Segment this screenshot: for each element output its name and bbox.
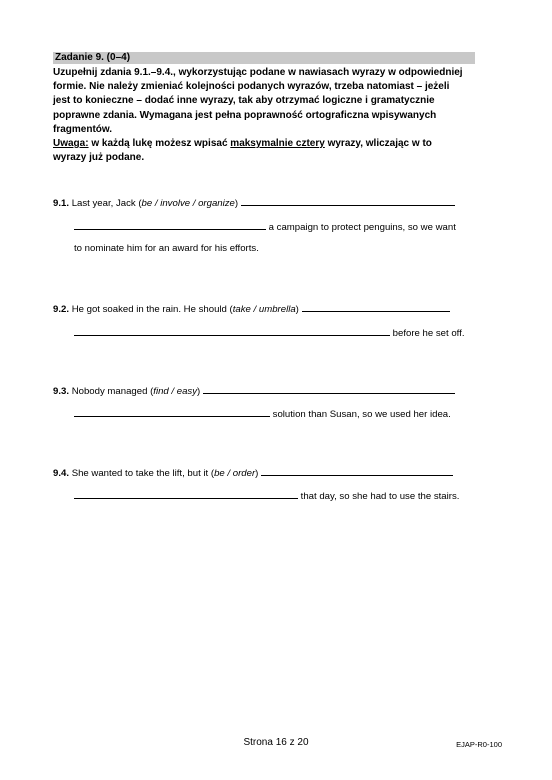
exercise-hint: be / order [214, 468, 256, 479]
page-number: Strona 16 z 20 [243, 737, 309, 748]
answer-blank[interactable] [74, 326, 390, 336]
exercise-number: 9.1. [53, 198, 70, 209]
answer-blank[interactable] [241, 196, 455, 206]
exercise-hint: be / involve / organize [141, 198, 235, 209]
answer-blank[interactable] [203, 384, 455, 394]
note-text: wyrazy, wliczając w to [324, 138, 432, 150]
instruction-line: poprawne zdania. Wymagana jest pełna poprawność ortograficzna wpisywanych [53, 109, 437, 121]
note-label: Uwaga: [53, 138, 89, 150]
exercise-number: 9.3. [53, 386, 70, 397]
exercise-9-3-line-1: 9.3. Nobody managed (find / easy) [53, 384, 455, 398]
answer-blank[interactable] [74, 220, 266, 230]
exercise-hint: find / easy [153, 386, 198, 397]
exercise-9-1-line-2: a campaign to protect penguins, so we want [74, 220, 456, 234]
note-line-2: wyrazy już podane. [53, 152, 145, 164]
instruction-line: jest to konieczne – dodać inne wyrazy, tak aby otrzymać logiczne i gramatycznie [53, 95, 435, 107]
exercise-9-1-line-3: to nominate him for an award for his efforts. [74, 243, 259, 254]
answer-blank[interactable] [261, 466, 453, 476]
note-emphasis: maksymalnie cztery [230, 138, 325, 150]
answer-blank[interactable] [74, 489, 298, 499]
document-code: EJAP-R0-100 [456, 740, 502, 749]
instruction-line: formie. Nie należy zmieniać kolejności podanych wyrazów, trzeba natomiast – jeżeli [53, 81, 450, 93]
exercise-9-3-line-2: solution than Susan, so we used her idea. [74, 407, 451, 421]
exercise-9-4-line-1: 9.4. She wanted to take the lift, but it (be / order) [53, 466, 453, 480]
task-instructions [53, 66, 493, 165]
exercise-9-2-line-2: before he set off. [74, 326, 465, 340]
exercise-number: 9.4. [53, 468, 70, 479]
note-text: w każdą lukę możesz wpisać [88, 138, 231, 150]
note-line [53, 137, 493, 151]
answer-blank[interactable] [302, 302, 450, 312]
exercise-9-4-line-2: that day, so she had to use the stairs. [74, 489, 459, 503]
exercise-hint: take / umbrella [232, 304, 296, 315]
answer-blank[interactable] [74, 407, 270, 417]
exercise-number: 9.2. [53, 304, 70, 315]
exercise-9-2-line-1: 9.2. He got soaked in the rain. He should (take / umbrella) [53, 302, 450, 316]
instruction-line: fragmentów. [53, 123, 113, 135]
exercise-9-1-line-1: 9.1. Last year, Jack (be / involve / organize) [53, 196, 455, 210]
instruction-line: Uzupełnij zdania 9.1.–9.4., wykorzystując podane w nawiasach wyrazy w odpowiedniej [53, 67, 463, 78]
task-title: Zadanie 9. (0–4) [53, 52, 475, 64]
